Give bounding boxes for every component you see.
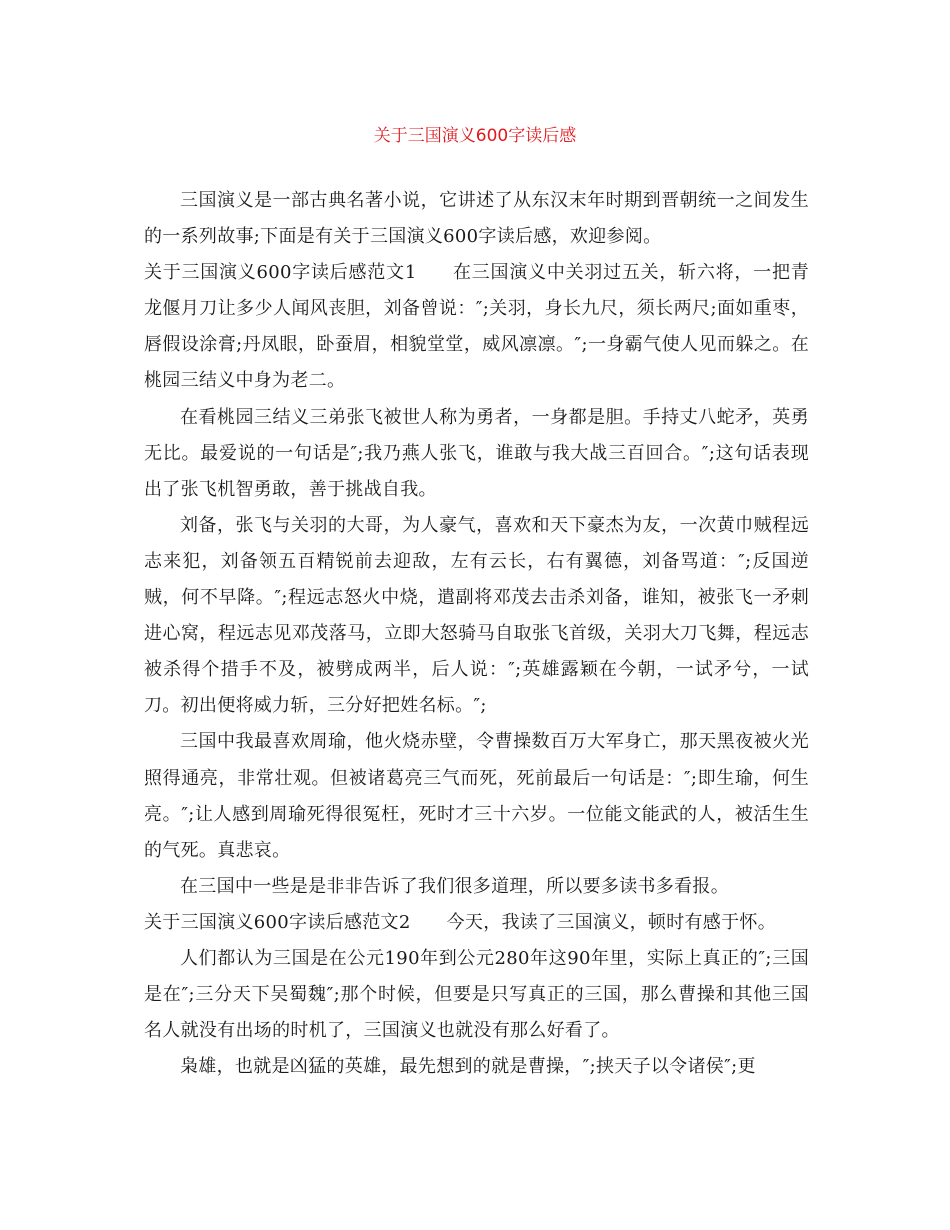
paragraph-essay-2-heading: [144, 905, 809, 941]
paragraph-zhangfei: 在看桃园三结义三弟张飞被世人称为勇者，一身都是胆。手持丈八蛇矛，英勇无比。最爱说的一句话是″;我乃燕人张飞，谁敢与我大战三百回合。″;这句话表现出了张飞机智勇敢，善于挑战自我。: [144, 406, 809, 500]
essay-2-text: 今天，我读了三国演义，顿时有感于怀。: [446, 911, 777, 933]
essay-2-heading: 关于三国演义600字读后感范文2: [144, 911, 411, 933]
document-body: [144, 183, 809, 1085]
document-title: 关于三国演义600字读后感: [373, 126, 577, 146]
paragraph-liubei: 刘备，张飞与关羽的大哥，为人豪气，喜欢和天下豪杰为友，一次黄巾贼程远志来犯，刘备领五百精锐前去迎敌，左有云长，右有翼德，刘备骂道：″;反国逆贼，何不早降。″;程远志怒火中烧，遣副将邓茂去击杀刘备，谁知，被张飞一矛刺进心窝，程远志见邓茂落马，立即大怒骑马自取张飞首级，关羽大刀飞舞，程远志被杀得个措手不及，被劈成两半，后人说：″;英雄露颖在今朝，一试矛兮，一试刀。初出便将威力斩，三分好把姓名标。″;: [144, 514, 809, 717]
paragraph-intro: 三国演义是一部古典名著小说，它讲述了从东汉末年时期到晋朝统一之间发生的一系列故事;下面是有关于三国演义600字读后感，欢迎参阅。: [144, 190, 809, 248]
paragraph-essay-1-heading: [144, 255, 809, 399]
paragraph-three-kingdoms-era: 人们都认为三国是在公元190年到公元280年这90年里，实际上真正的″;三国是在″;三分天下吴蜀魏″;那个时候，但要是只写真正的三国，那么曹操和其他三国名人就没有出场的时机了，三国演义也就没有那么好看了。: [144, 947, 809, 1042]
essay-1-heading: 关于三国演义600字读后感范文1: [144, 262, 417, 284]
paragraph-conclusion-1: 在三国中一些是是非非告诉了我们很多道理，所以要多读书多看报。: [180, 875, 729, 897]
paragraph-caocao: 枭雄，也就是凶猛的英雄，最先想到的就是曹操，″;挟天子以令诸侯″;更: [180, 1056, 756, 1078]
paragraph-zhouyu: 三国中我最喜欢周瑜，他火烧赤壁，令曹操数百万大军身亡，那天黑夜被火光照得通亮，非常壮观。但被诸葛亮三气而死，死前最后一句话是：″;即生瑜，何生亮。″;让人感到周瑜死得很冤枉，死时才三十六岁。一位能文能武的人，被活生生的气死。真悲哀。: [144, 731, 809, 861]
essay-1-text: 在三国演义中关羽过五关，斩六将，一把青龙偃月刀让多少人闻风丧胆，刘备曾说：″;关羽，身长九尺，须长两尺;面如重枣，唇假设涂膏;丹凤眼，卧蚕眉，相貌堂堂，威风凛凛。″;一身霸气使人见而躲之。在桃园三结义中身为老二。: [144, 262, 809, 392]
